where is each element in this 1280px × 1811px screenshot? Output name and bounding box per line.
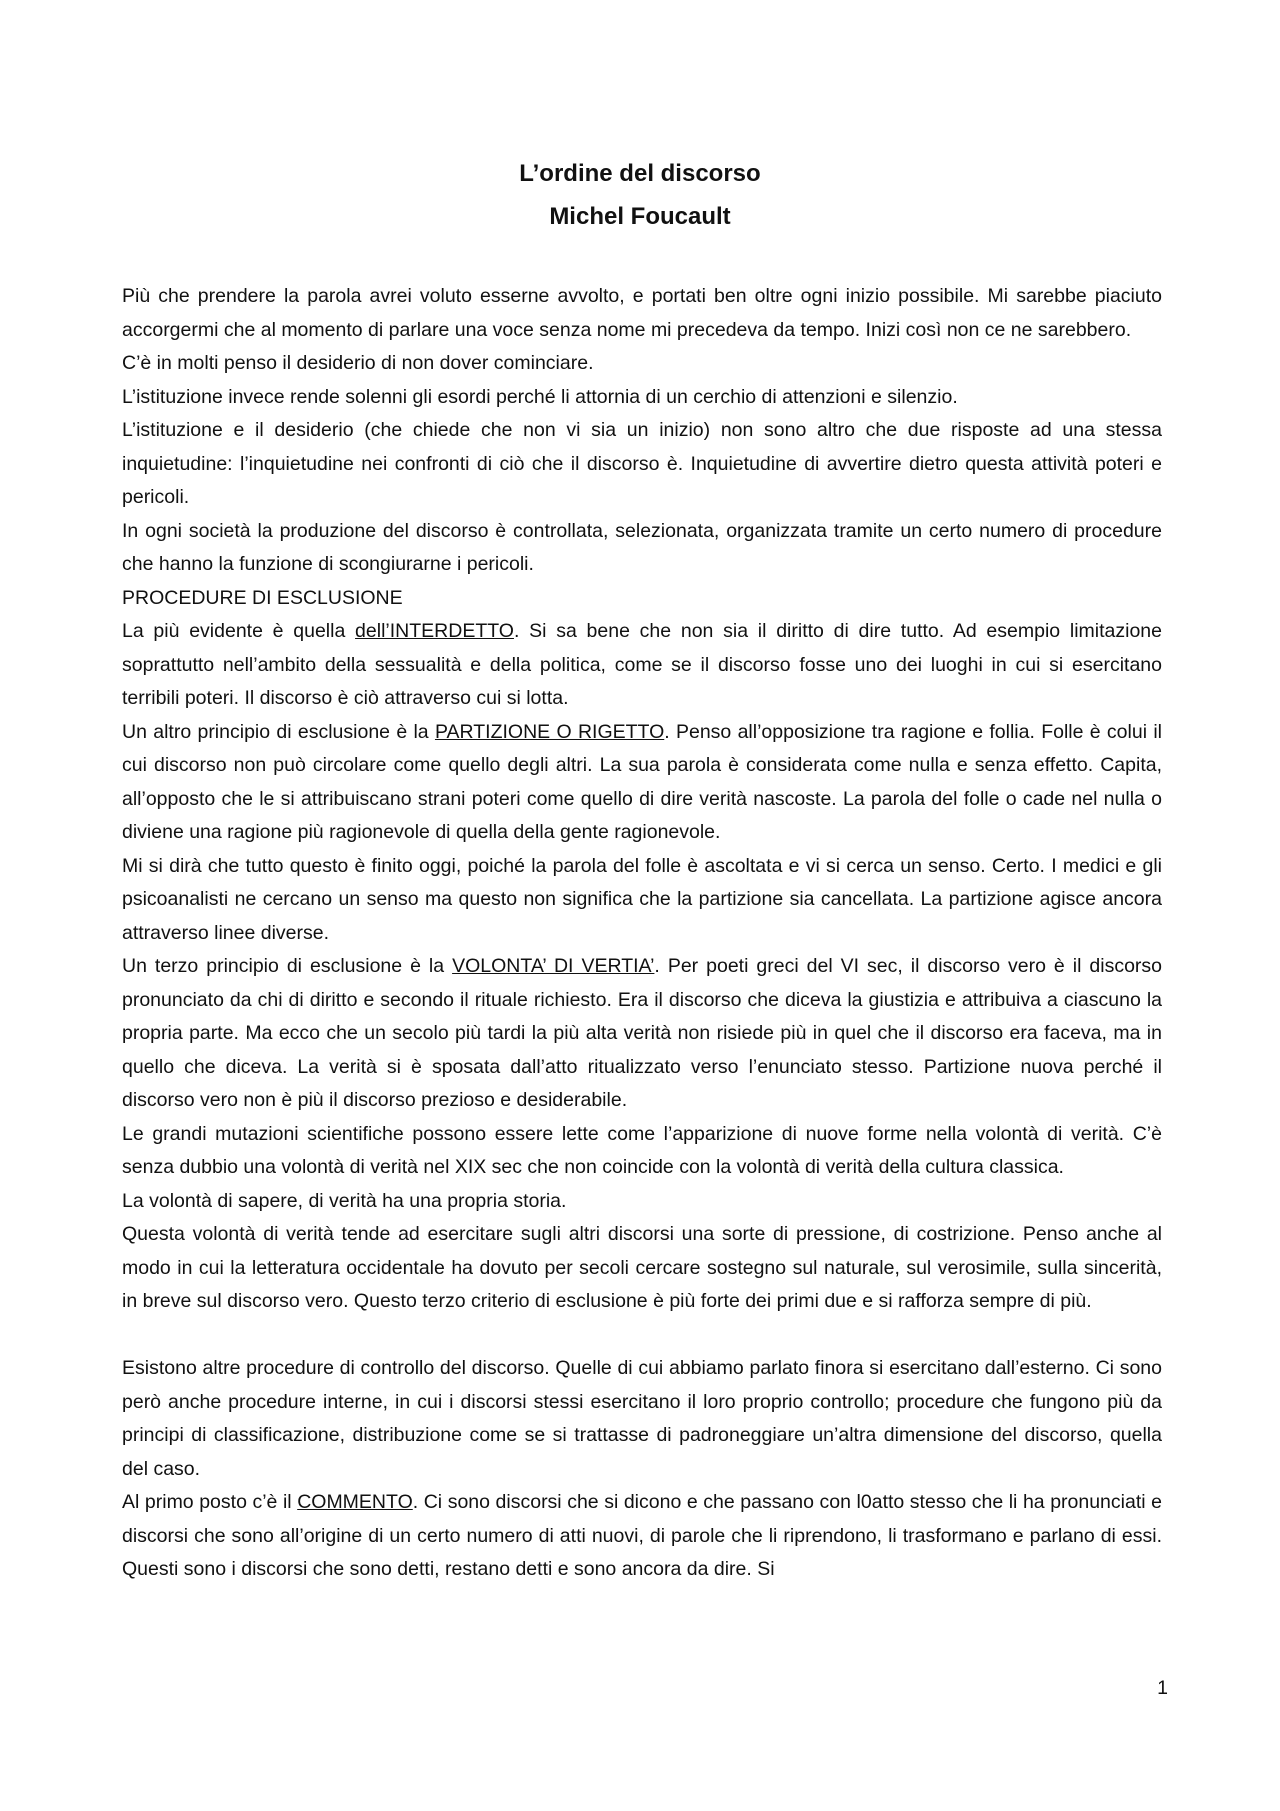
- paragraph-14: Esistono altre procedure di controllo del discorso. Quelle di cui abbiamo parlato finora si esercitano dall’esterno. Ci sono però anche procedure interne, in cui i discorsi stessi esercitano il loro proprio controllo; procedure che fungono più da principi di classificazione, distribuzione come se si trattasse di padroneggiare un’altra dimensione del discorso, quella del caso.: [122, 1357, 1162, 1480]
- paragraph-volonta-rest: . Per poeti greci del VI sec, il discorso vero è il discorso pronunciato da chi di diritto e secondo il rituale richiesto. Era il discorso che diceva la giustizia e attribuiva a ciascuno la propria parte. Ma ecco che un secolo più tardi la più alta verità non risiede più in quel che il discorso era faceva, ma in quello che diceva. La verità si è sposata dall’atto ritualizzato verso l’enunciato stesso. Partizione nuova perché il discorso vero non è più il discorso prezioso e desiderabile.: [122, 955, 1163, 1111]
- paragraph-partizione-rest: . Penso all’opposizione tra ragione e follia. Folle è colui il cui discorso non può circolare come quello degli altri. La sua parola è considerata come nulla e senza effetto. Capita, all’opposto che le si attribuiscano strani poteri come quello di dire verità nascoste. La parola del folle o cade nel nulla o diviene una ragione più ragionevole di quella della gente ragionevole.: [122, 720, 1162, 843]
- term-partizione: PARTIZIONE O RIGETTO: [434, 720, 665, 743]
- paragraph-12: La volontà di sapere, di verità ha una propria storia.: [122, 1189, 567, 1212]
- paragraph-13: Questa volontà di verità tende ad esercitare sugli altri discorsi una sorte di pressione, di costrizione. Penso anche al modo in cui la letteratura occidentale ha dovuto per secoli cercare sostegno sul naturale, sul verosimile, sulla sincerità, in breve sul discorso vero. Questo terzo criterio di esclusione è più forte dei primi due e si rafforza sempre di più.: [122, 1223, 1162, 1312]
- paragraph-5: In ogni società la produzione del discorso è controllata, selezionata, organizzata tramite un certo numero di procedure che hanno la funzione di scongiurarne i pericoli.: [122, 519, 1162, 575]
- paragraph-partizione: [122, 716, 1162, 850]
- document-author: Michel Foucault: [549, 203, 731, 230]
- document-title: L’ordine del discorso: [519, 160, 761, 187]
- paragraph-partizione-lead: Un altro principio di esclusione è la: [122, 720, 435, 743]
- title-block: [0, 152, 1280, 238]
- paragraph-commento-rest: . Ci sono discorsi che si dicono e che passano con l0atto stesso che li ha pronunciati e discorsi che sono all’origine di un certo numero di atti nuovi, di parole che li riprendono, li trasformano e parlano di essi. Questi sono i discorsi che sono detti, restano detti e sono ancora da dire. Si: [122, 1491, 1162, 1580]
- document-body: [122, 280, 1162, 1587]
- paragraph-gap: [122, 1319, 1162, 1353]
- paragraph-commento: [122, 1486, 1162, 1587]
- paragraph-11: Le grandi mutazioni scientifiche possono essere lette come l’apparizione di nuove forme nella volontà di verità. C’è senza dubbio una volontà di verità nel XIX sec che non coincide con la volontà di verità della cultura classica.: [122, 1122, 1162, 1178]
- paragraph-interdetto: [122, 615, 1162, 716]
- term-commento: COMMENTO: [297, 1491, 413, 1513]
- term-interdetto: dell’INTERDETTO: [355, 620, 514, 642]
- paragraph-commento-lead: Al primo posto c’è il: [122, 1491, 298, 1513]
- paragraph-interdetto-rest: . Si sa bene che non sia il diritto di dire tutto. Ad esempio limitazione soprattutto nell’ambito della sessualità e della politica, come se il discorso fosse uno dei luoghi in cui si esercitano terribili poteri. Il discorso è ciò attraverso cui si lotta.: [122, 620, 1162, 709]
- page-number: 1: [1157, 1677, 1168, 1699]
- paragraph-volonta: [122, 950, 1162, 1118]
- paragraph-interdetto-lead: La più evidente è quella: [122, 620, 356, 642]
- section-heading-exclusion: PROCEDURE DI ESCLUSIONE: [122, 586, 403, 609]
- paragraph-2: C’è in molti penso il desiderio di non dover cominciare.: [122, 352, 594, 374]
- term-volonta: VOLONTA’ DI VERTIA’: [452, 955, 655, 977]
- paragraph-9: Mi si dirà che tutto questo è finito oggi, poiché la parola del folle è ascoltata e vi si cerca un senso. Certo. I medici e gli psicoanalisti ne cercano un senso ma questo non significa che la partizione sia cancellata. La partizione agisce ancora attraverso linee diverse.: [122, 854, 1162, 944]
- paragraph-volonta-lead: Un terzo principio di esclusione è la: [122, 955, 453, 977]
- paragraph-1: Più che prendere la parola avrei voluto esserne avvolto, e portati ben oltre ogni inizio possibile. Mi sarebbe piaciuto accorgermi che al momento di parlare una voce senza nome mi precedeva da tempo. Inizi così non ce ne sarebbero.: [122, 285, 1162, 341]
- paragraph-4: L’istituzione e il desiderio (che chiede che non vi sia un inizio) non sono altro che due risposte ad una stessa inquietudine: l’inquietudine nei confronti di ciò che il discorso è. Inquietudine di avvertire dietro questa attività poteri e pericoli.: [122, 419, 1162, 508]
- paragraph-3: L’istituzione invece rende solenni gli esordi perché li attornia di un cerchio di attenzioni e silenzio.: [122, 385, 958, 408]
